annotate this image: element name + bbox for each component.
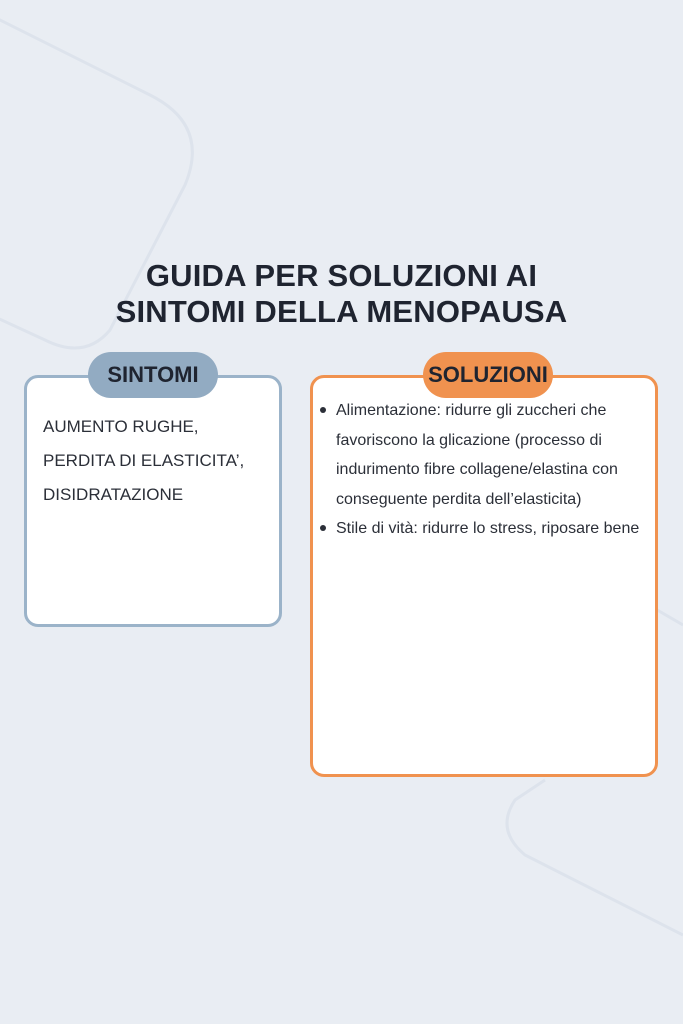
list-item — [318, 396, 648, 514]
page-title-line-2: SINTOMI DELLA MENOPAUSA — [115, 294, 568, 329]
soluzioni-item-text: Stile di vità: ridurre lo stress, riposare bene — [336, 520, 640, 537]
sintomi-description — [43, 410, 273, 512]
sintomi-line: AUMENTO RUGHE, — [43, 417, 199, 436]
soluzioni-header-badge: SOLUZIONI — [423, 352, 553, 398]
soluzioni-list — [318, 396, 648, 544]
page-title — [0, 258, 683, 330]
soluzioni-item-text: Alimentazione: ridurre gli zuccheri che favoriscono la glicazione (processo di indurimento fibre collagene/elastina con conseguente perdita dell’elasticita) — [336, 402, 618, 508]
bullet-icon — [320, 407, 326, 413]
sintomi-line: DISIDRATAZIONE — [43, 485, 184, 504]
bullet-icon — [320, 525, 326, 531]
sintomi-header-badge: SINTOMI — [88, 352, 218, 398]
list-item — [318, 514, 648, 544]
sintomi-line: PERDITA DI ELASTICITA’, — [43, 451, 245, 470]
page-title-line-1: GUIDA PER SOLUZIONI AI — [145, 258, 538, 293]
